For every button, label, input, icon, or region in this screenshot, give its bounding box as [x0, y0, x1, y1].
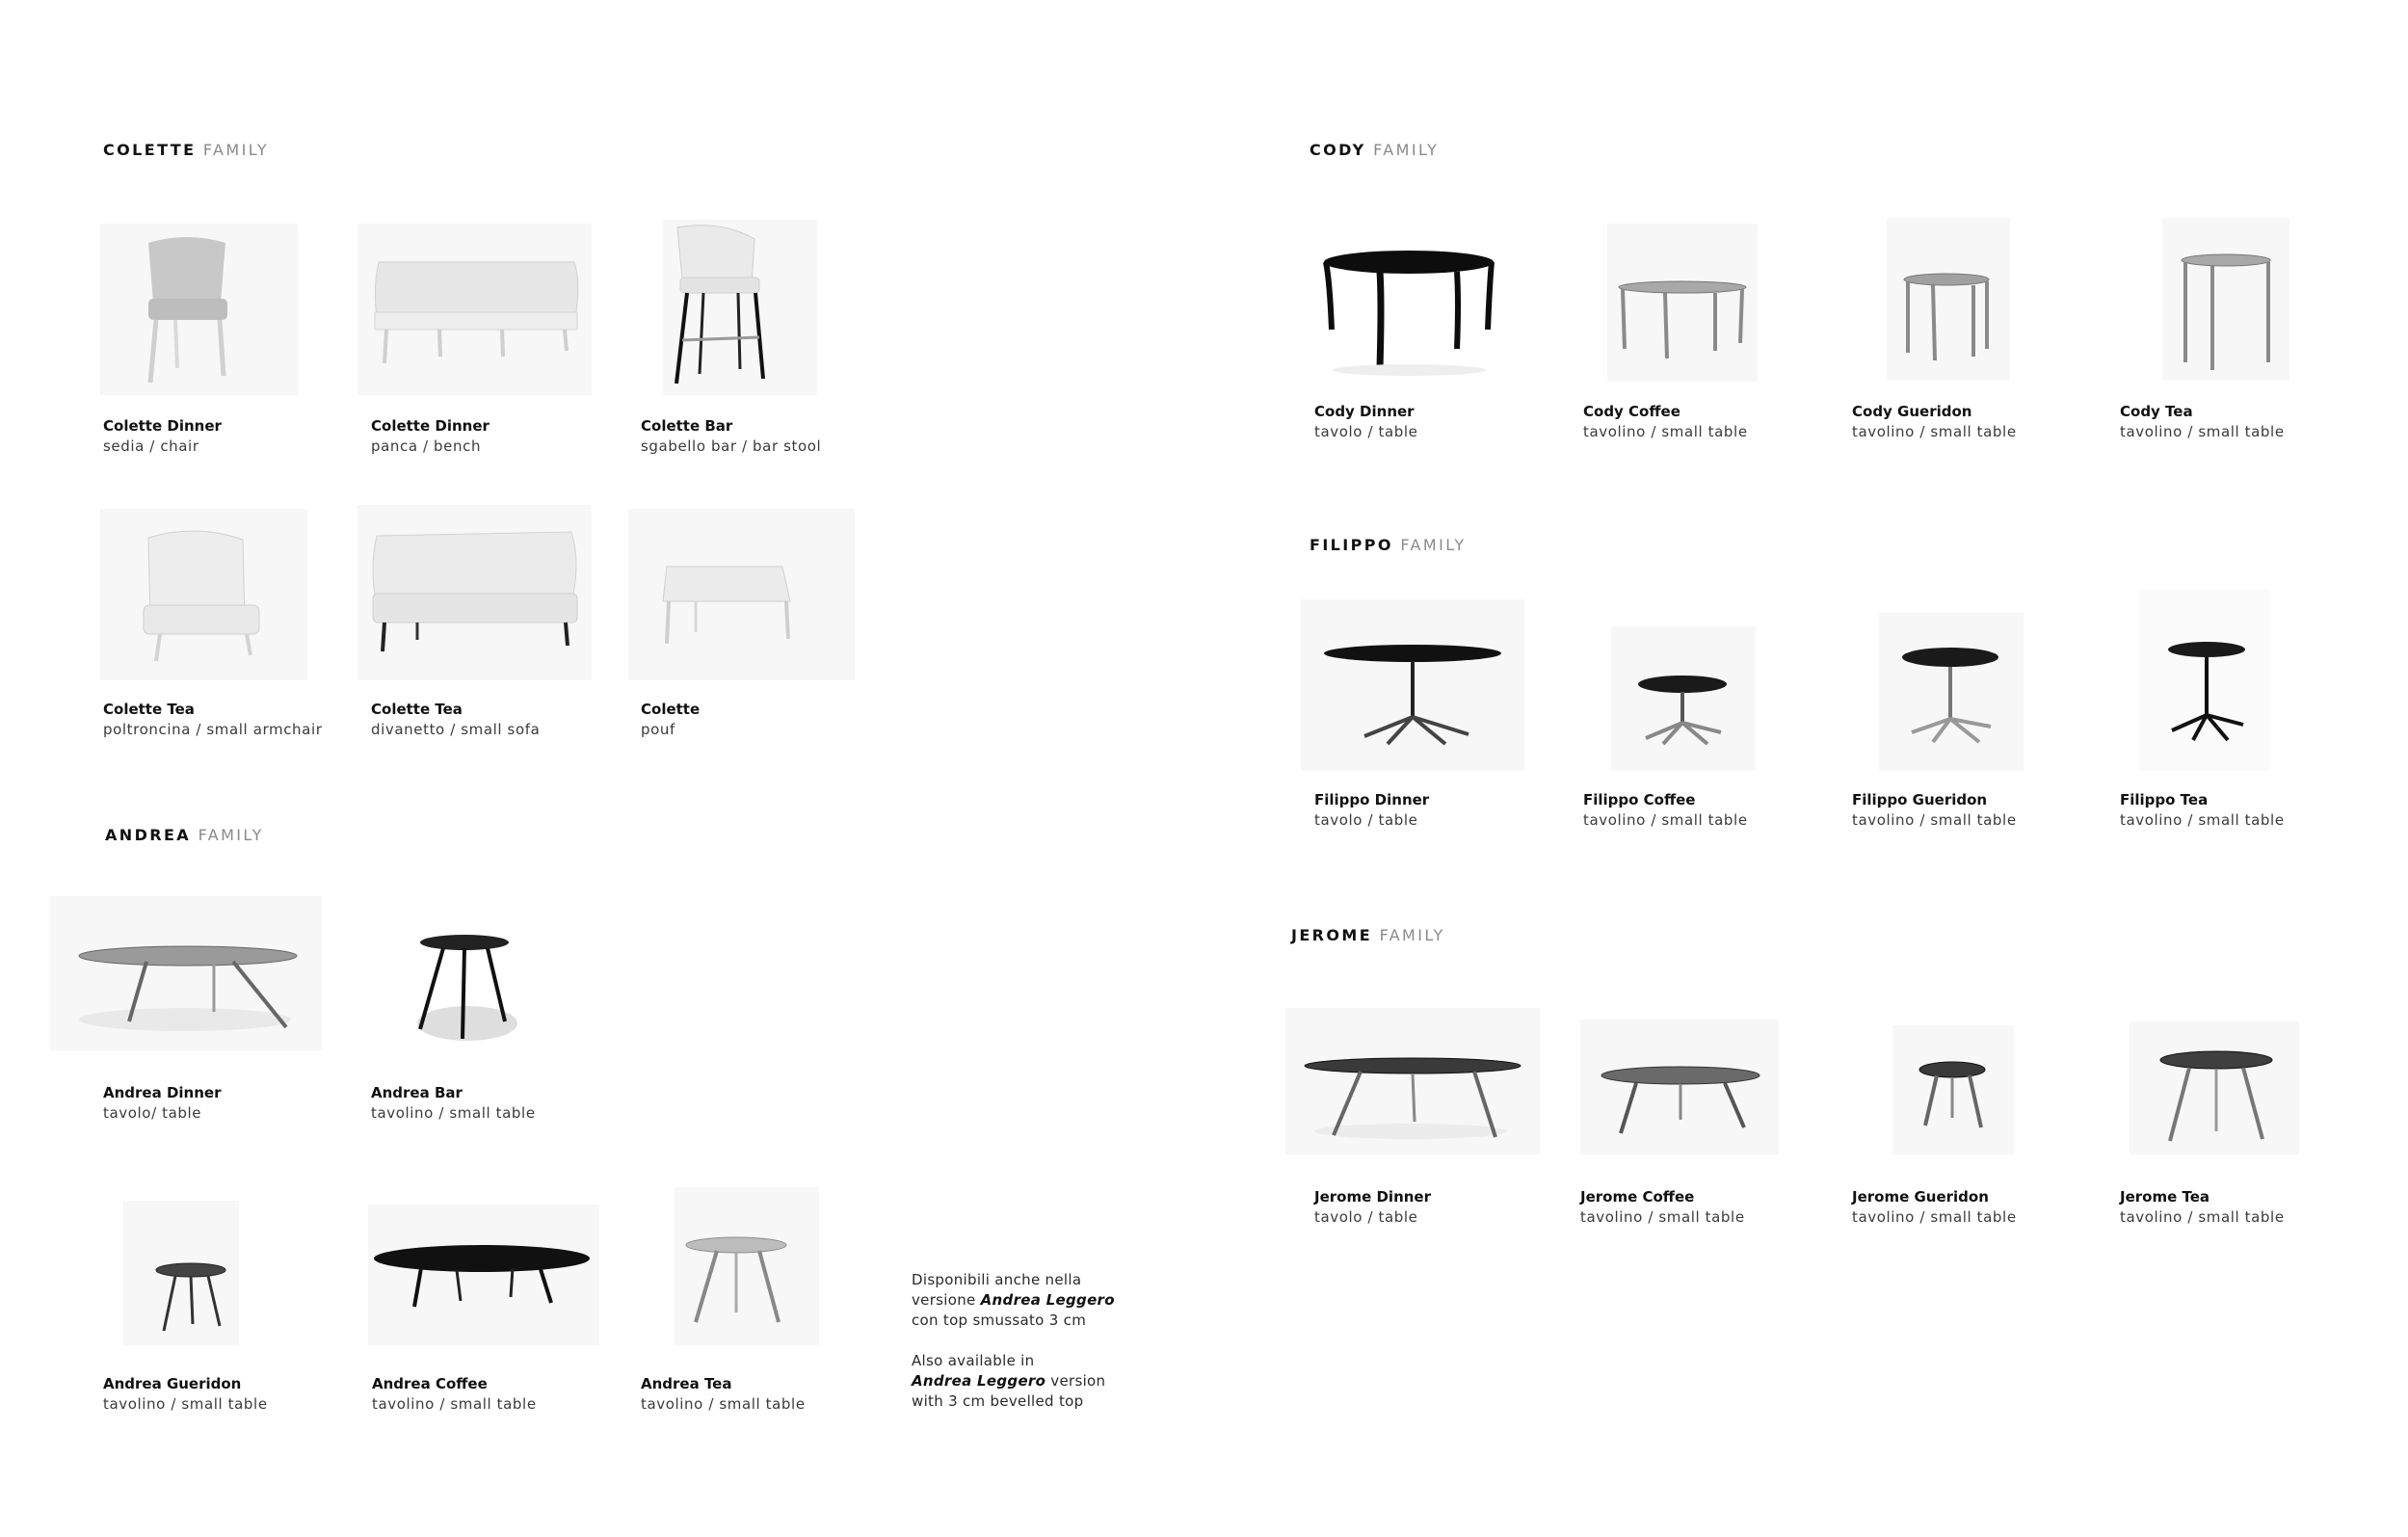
colette-bar-caption — [641, 416, 821, 457]
family-suffix: FAMILY — [1373, 141, 1440, 159]
colette-pouf-caption — [641, 700, 700, 740]
andrea-tea-caption — [641, 1374, 806, 1415]
filippo-tea-image — [2139, 590, 2270, 771]
note-english — [912, 1351, 1133, 1412]
product-name: Colette Bar — [641, 417, 733, 435]
product-subtitle: sedia / chair — [103, 437, 199, 455]
andrea-tea-image — [675, 1187, 819, 1345]
product-name: Cody Dinner — [1314, 403, 1415, 420]
note-it-line1: Disponibili anche nella — [912, 1271, 1082, 1288]
cody-tea-image — [2162, 218, 2289, 380]
jerome-dinner-image — [1285, 1008, 1540, 1154]
note-en-line3: with 3 cm bevelled top — [912, 1392, 1084, 1410]
filippo-gueridon-image — [1879, 613, 2024, 771]
product-name: Filippo Tea — [2120, 791, 2209, 808]
product-name: Filippo Coffee — [1583, 791, 1696, 808]
product-subtitle: tavolino / small table — [1852, 811, 2017, 829]
product-name: Jerome Coffee — [1580, 1188, 1695, 1206]
product-subtitle: tavolino / small table — [1583, 423, 1748, 440]
andrea-leggero-note — [912, 1270, 1133, 1412]
filippo-family-heading — [1310, 536, 1467, 554]
jerome-coffee-caption — [1580, 1187, 1745, 1228]
product-subtitle: tavolo / table — [1314, 811, 1418, 829]
product-subtitle: tavolino / small table — [371, 1104, 536, 1122]
product-subtitle: sgabello bar / bar stool — [641, 437, 822, 455]
colette-dinner-bench-caption — [371, 416, 490, 457]
jerome-family-heading — [1291, 926, 1445, 944]
andrea-bar-image — [395, 915, 540, 1050]
product-subtitle: tavolo/ table — [103, 1104, 202, 1122]
colette-pouf-image — [628, 509, 855, 680]
product-name: Cody Coffee — [1583, 403, 1680, 420]
product-name: Colette Tea — [103, 701, 195, 718]
andrea-family-heading — [105, 826, 264, 844]
note-it-line3: con top smussato 3 cm — [912, 1312, 1087, 1329]
andrea-dinner-image — [50, 896, 322, 1050]
family-suffix: FAMILY — [1379, 926, 1445, 944]
andrea-gueridon-caption — [103, 1374, 268, 1415]
cody-gueridon-image — [1887, 218, 2010, 380]
note-it-line2-em: Andrea Leggero — [980, 1291, 1115, 1309]
product-subtitle: tavolino / small table — [372, 1395, 537, 1413]
colette-tea-sofa-caption — [371, 700, 540, 740]
jerome-coffee-image — [1580, 1020, 1779, 1154]
andrea-coffee-caption — [372, 1374, 537, 1415]
note-en-line2-post: version — [1045, 1372, 1106, 1390]
filippo-tea-caption — [2120, 790, 2285, 831]
product-name: Jerome Tea — [2120, 1188, 2210, 1206]
product-name: Jerome Gueridon — [1852, 1188, 1989, 1206]
product-name: Jerome Dinner — [1314, 1188, 1432, 1206]
andrea-coffee-image — [368, 1205, 599, 1345]
product-subtitle: tavolino / small table — [641, 1395, 806, 1413]
colette-dinner-bench-image — [357, 224, 592, 395]
product-subtitle: poltroncina / small armchair — [103, 721, 323, 738]
colette-bar-stool-image — [663, 220, 817, 395]
filippo-dinner-caption — [1314, 790, 1429, 831]
colette-family-heading — [103, 141, 269, 159]
note-en-line1: Also available in — [912, 1352, 1035, 1369]
colette-dinner-chair-caption — [103, 416, 222, 457]
product-subtitle: tavolino / small table — [1852, 423, 2017, 440]
product-name: Colette Dinner — [103, 417, 222, 435]
family-suffix: FAMILY — [198, 826, 264, 844]
filippo-coffee-image — [1611, 626, 1756, 771]
cody-coffee-image — [1607, 224, 1758, 382]
cody-gueridon-caption — [1852, 402, 2017, 442]
cody-dinner-caption — [1314, 402, 1417, 442]
filippo-coffee-caption — [1583, 790, 1748, 831]
family-suffix: FAMILY — [1400, 536, 1467, 554]
product-subtitle: pouf — [641, 721, 675, 738]
note-italian — [912, 1270, 1133, 1331]
cody-family-heading — [1310, 141, 1439, 159]
family-name: FILIPPO — [1310, 536, 1393, 554]
colette-tea-sofa-image — [357, 505, 592, 680]
product-subtitle: tavolino / small table — [2120, 811, 2285, 829]
product-name: Filippo Dinner — [1314, 791, 1430, 808]
andrea-gueridon-image — [123, 1201, 239, 1345]
jerome-tea-image — [2130, 1021, 2299, 1154]
jerome-dinner-caption — [1314, 1187, 1431, 1228]
colette-dinner-chair-image — [100, 224, 298, 395]
product-subtitle: divanetto / small sofa — [371, 721, 541, 738]
product-name: Andrea Bar — [371, 1084, 463, 1101]
jerome-gueridon-caption — [1852, 1187, 2017, 1228]
family-name: ANDREA — [105, 826, 192, 844]
product-name: Colette Dinner — [371, 417, 490, 435]
product-subtitle: panca / bench — [371, 437, 482, 455]
colette-tea-armchair-caption — [103, 700, 322, 740]
note-it-line2-pre: versione — [912, 1291, 981, 1309]
product-subtitle: tavolino / small table — [2120, 423, 2285, 440]
product-name: Cody Gueridon — [1852, 403, 1972, 420]
product-subtitle: tavolo / table — [1314, 1208, 1418, 1226]
product-subtitle: tavolino / small table — [103, 1395, 268, 1413]
cody-tea-caption — [2120, 402, 2285, 442]
family-name: CODY — [1310, 141, 1366, 159]
product-name: Colette Tea — [371, 701, 463, 718]
product-name: Andrea Dinner — [103, 1084, 222, 1101]
jerome-gueridon-image — [1892, 1025, 2014, 1154]
family-suffix: FAMILY — [202, 141, 270, 159]
product-subtitle: tavolino / small table — [2120, 1208, 2285, 1226]
filippo-dinner-image — [1301, 599, 1524, 771]
andrea-bar-caption — [371, 1083, 536, 1124]
colette-tea-armchair-image — [100, 509, 307, 680]
family-name: COLETTE — [103, 141, 197, 159]
family-name: JEROME — [1291, 926, 1373, 944]
product-name: Colette — [641, 701, 701, 718]
filippo-gueridon-caption — [1852, 790, 2017, 831]
product-name: Andrea Coffee — [372, 1375, 488, 1392]
jerome-tea-caption — [2120, 1187, 2285, 1228]
product-subtitle: tavolino / small table — [1580, 1208, 1745, 1226]
product-name: Cody Tea — [2120, 403, 2193, 420]
product-subtitle: tavolino / small table — [1852, 1208, 2017, 1226]
product-subtitle: tavolo / table — [1314, 423, 1418, 440]
cody-dinner-image — [1312, 224, 1505, 380]
note-en-line2-em: Andrea Leggero — [912, 1372, 1046, 1390]
product-subtitle: tavolino / small table — [1583, 811, 1748, 829]
product-name: Andrea Tea — [641, 1375, 732, 1392]
product-name: Filippo Gueridon — [1852, 791, 1988, 808]
cody-coffee-caption — [1583, 402, 1748, 442]
andrea-dinner-caption — [103, 1083, 221, 1124]
product-name: Andrea Gueridon — [103, 1375, 242, 1392]
